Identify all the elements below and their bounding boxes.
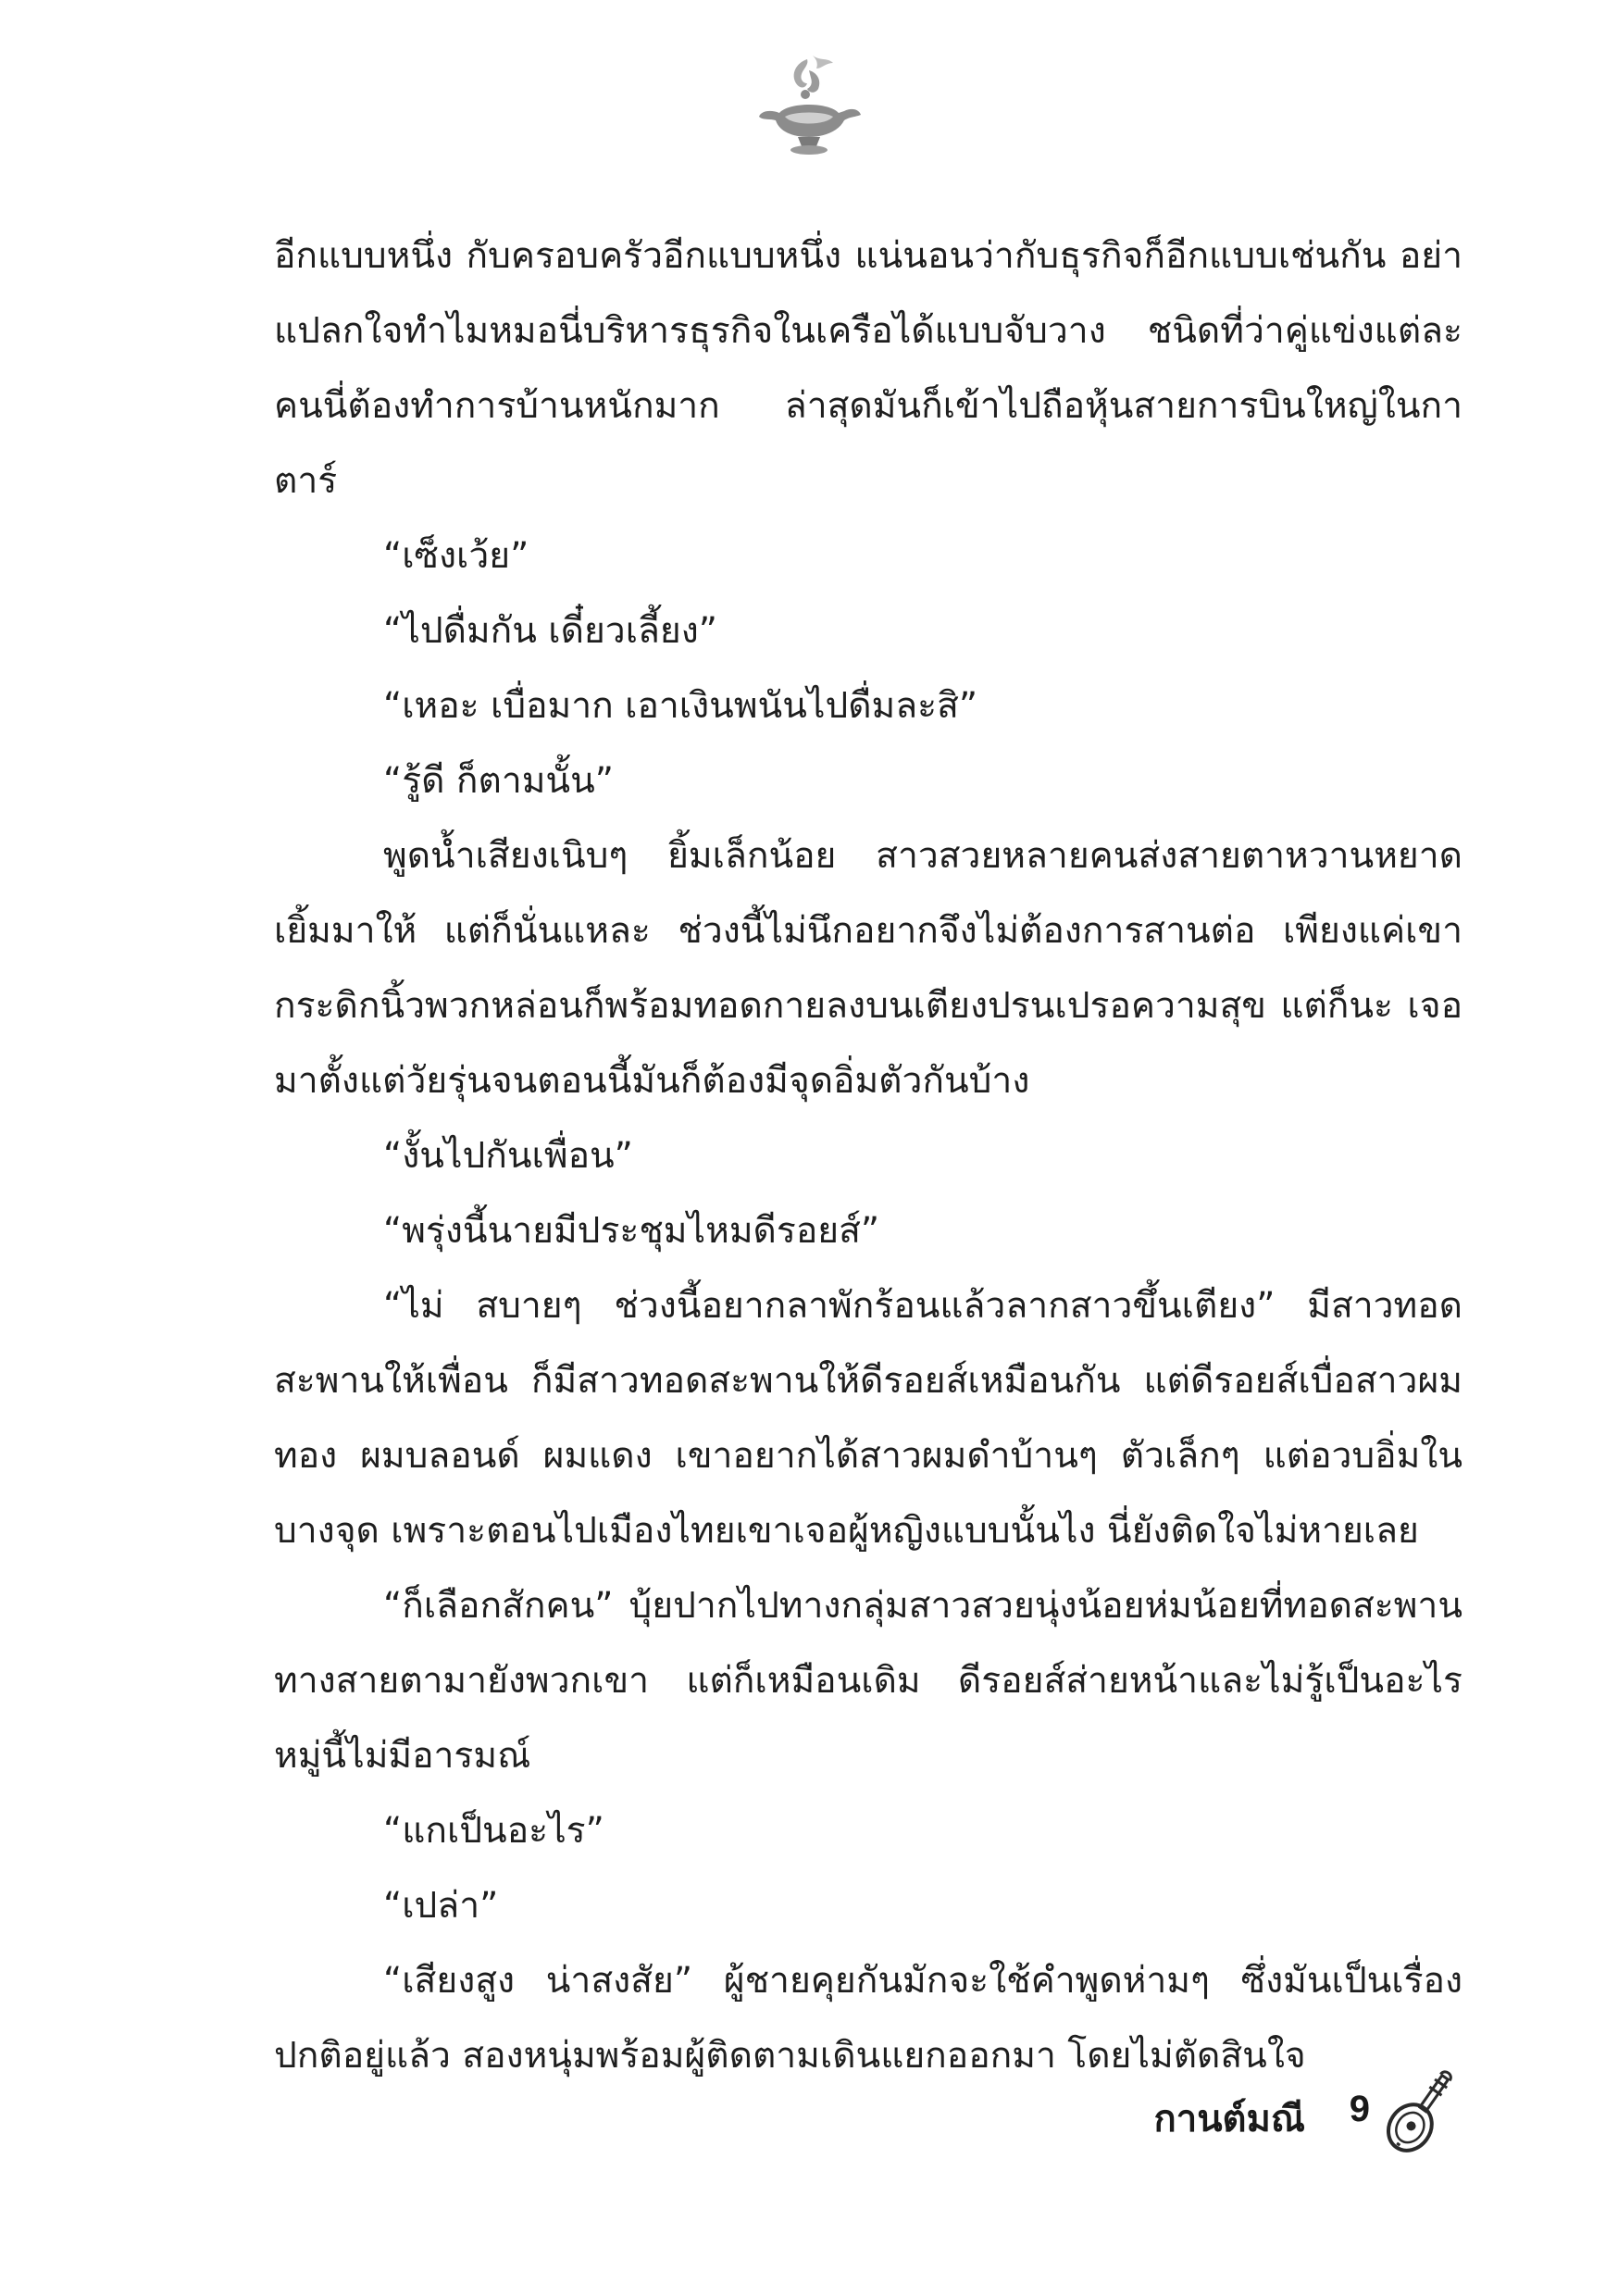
body-text [274,218,1462,2093]
lute-icon [1379,2063,1464,2159]
dialogue-line: “รู้ดี ก็ตามนั้น” [383,760,614,802]
paragraph: “ก็เลือกสักคน” บุ้ยปากไปทางกลุ่มสาวสวยนุ่งน้อยห่มน้อยที่ทอดสะพานทางสายตามายังพวกเขา แต่ก็เหมือนเดิม ดีรอยส์ส่ายหน้าและไม่รู้เป็นอะไร หมู่นี้ไม่มีอารมณ์ [274,1585,1462,1777]
lamp-ornament-icon [752,52,866,163]
dialogue-line: “เปล่า” [383,1885,499,1927]
dialogue-line: “พรุ่งนี้นายมีประชุมไหมดีรอยส์” [383,1210,880,1252]
book-title: กานต์มณี [1153,2098,1305,2140]
paragraph: พูดน้ำเสียงเนิบๆ ยิ้มเล็กน้อย สาวสวยหลายคนส่งสายตาหวานหยาดเยิ้มมาให้ แต่ก็นั่นแหละ ช่วงนี้ไม่นึกอยากจึงไม่ต้องการสานต่อ เพียงแค่เขากระดิกนิ้วพวกหล่อนก็พร้อมทอดกายลงบนเตียงปรนเปรอความสุข แต่ก็นะ เจอมาตั้งแต่วัยรุ่นจนตอนนี้มันก็ต้องมีจุดอิ่มตัวกันบ้าง [274,835,1462,1102]
dialogue-line: “ไปดื่มกัน เดี๋ยวเลี้ยง” [383,610,718,652]
dialogue-line: “เซ็งเว้ย” [383,535,529,577]
paragraph: “เสียงสูง น่าสงสัย” ผู้ชายคุยกันมักจะใช้คำพูดห่ามๆ ซึ่งมันเป็นเรื่องปกติอยู่แล้ว สองหนุ่มพร้อมผู้ติดตามเดินแยกออกมา โดยไม่ตัดสินใจ [274,1960,1462,2077]
dialogue-line: “แกเป็นอะไร” [383,1810,604,1852]
paragraph: อีกแบบหนึ่ง กับครอบครัวอีกแบบหนึ่ง แน่นอนว่ากับธุรกิจก็อีกแบบเช่นกัน อย่าแปลกใจทำไมหมอนี่บริหารธุรกิจในเครือได้แบบจับวาง ชนิดที่ว่าคู่แข่งแต่ละคนนี่ต้องทำการบ้านหนักมาก ล่าสุดมันก็เข้าไปถือหุ้นสายการบินใหญ่ในกาตาร์ [274,235,1462,502]
page-footer [1092,2063,1481,2165]
dialogue-line: “งั้นไปกันเพื่อน” [383,1135,633,1177]
paragraph: “ไม่ สบายๆ ช่วงนี้อยากลาพักร้อนแล้วลากสาวขึ้นเตียง” มีสาวทอดสะพานให้เพื่อน ก็มีสาวทอดสะพานให้ดีรอยส์เหมือนกัน แต่ดีรอยส์เบื่อสาวผมทอง ผมบลอนด์ ผมแดง เขาอยากได้สาวผมดำบ้านๆ ตัวเล็กๆ แต่อวบอิ่มในบางจุด เพราะตอนไปเมืองไทยเขาเจอผู้หญิงแบบนั้นไง นี่ยังติดใจไม่หายเลย [274,1285,1462,1552]
page-number: 9 [1349,2089,1370,2129]
dialogue-line: “เหอะ เบื่อมาก เอาเงินพนันไปดื่มละสิ” [383,685,978,727]
